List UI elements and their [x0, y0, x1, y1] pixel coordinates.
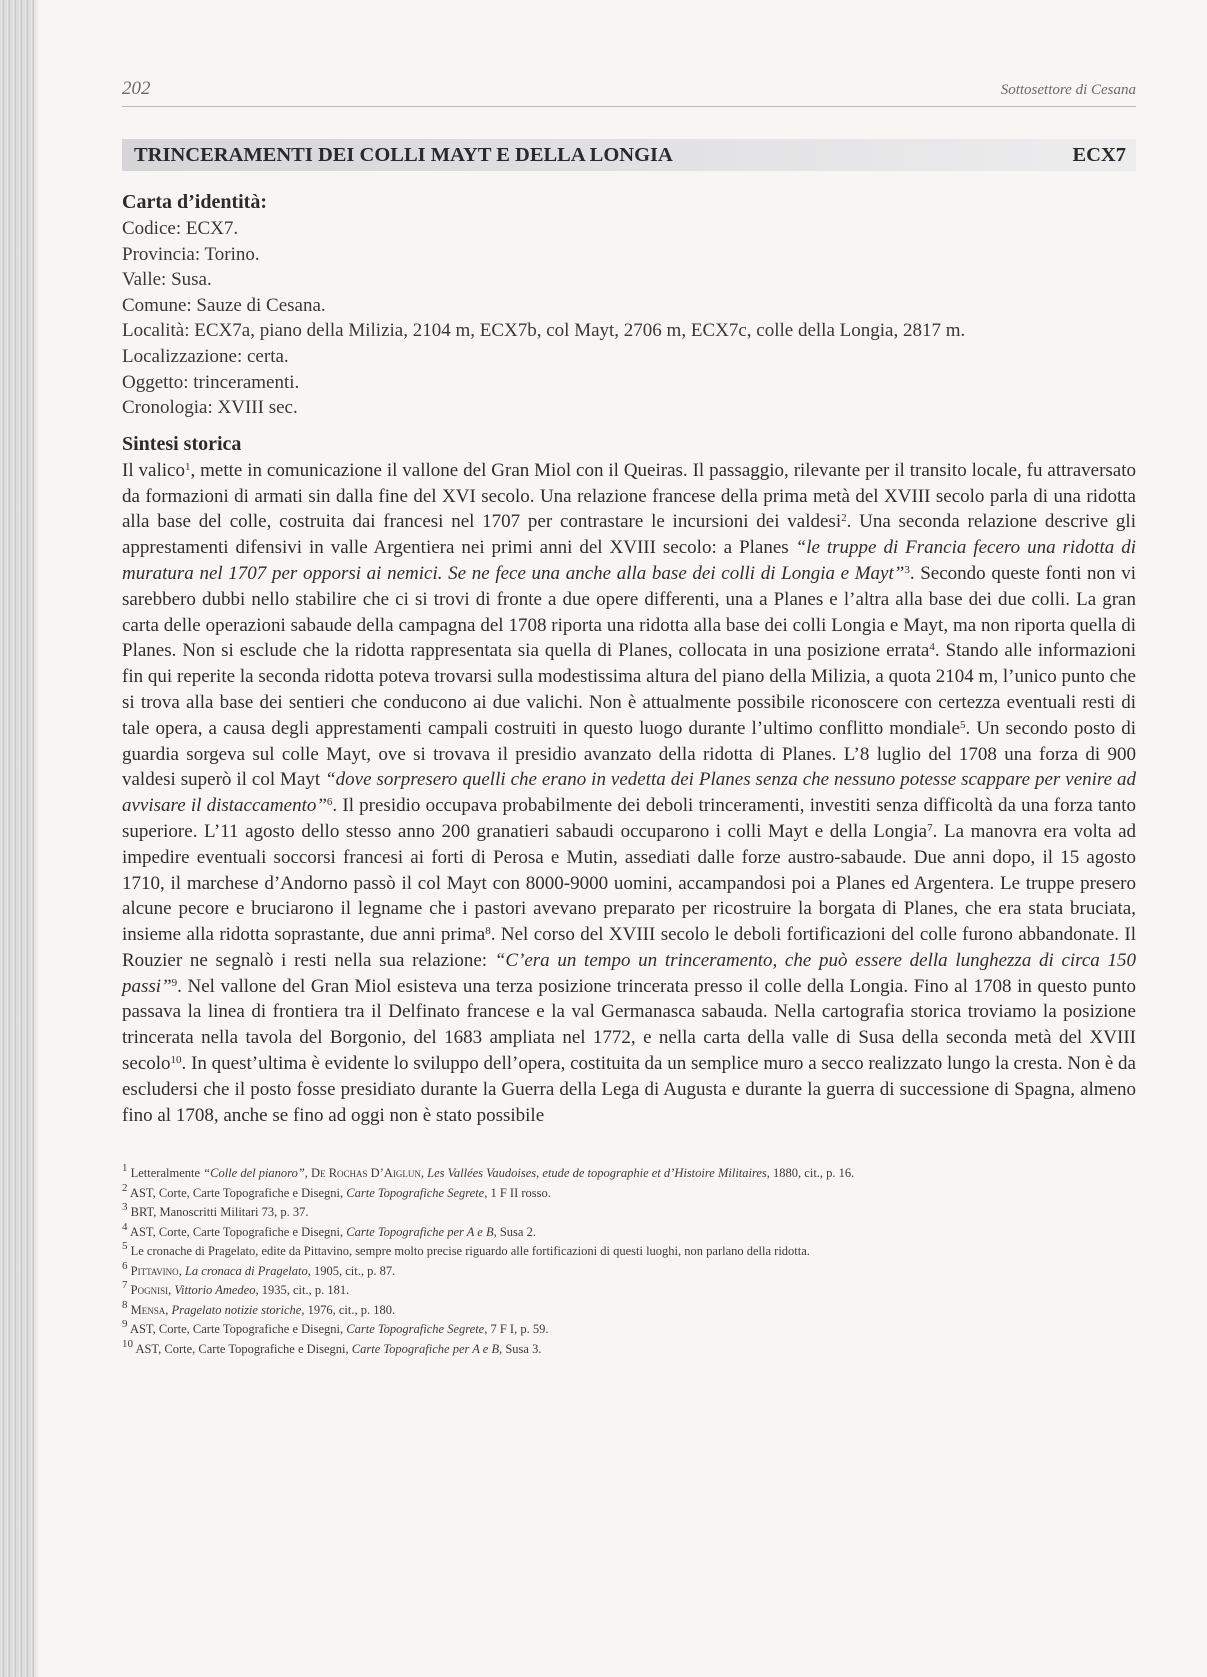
running-title: Sottosettore di Cesana [1000, 82, 1136, 98]
synthesis-heading: Sintesi storica [122, 432, 242, 455]
footnote-ref[interactable]: 2 [841, 512, 847, 525]
identity-line: Codice: ECX7. [122, 218, 239, 239]
running-head [122, 78, 1136, 107]
identity-heading: Carta d’identità: [122, 191, 267, 213]
identity-line: Località: ECX7a, piano della Milizia, 2104 m, ECX7b, col Mayt, 2706 m, ECX7c, colle della Longia, 2817 m. [122, 320, 966, 342]
identity-line: Cronologia: XVIII sec. [122, 397, 298, 419]
footnote-ref[interactable]: 3 [904, 563, 910, 576]
footnote-ref[interactable]: 7 [927, 821, 933, 834]
footnote-ref[interactable]: 1 [184, 460, 191, 473]
footnote-item: $^6$ Pittavino, La cronaca di Pragelato, 1905, cit., p. 87. [122, 1259, 396, 1278]
section-title-bar [122, 139, 1136, 171]
footnote-item: $^5$ Le cronache di Pragelato, edite da Pittavino, sempre molto precise riguardo alle fortificazioni di questi luoghi, non parlano della ridotta. [122, 1240, 810, 1259]
footnote-item: $^4$ AST, Corte, Carte Topografiche e Disegni, Carte Topografiche per A e B, Susa 2. [122, 1220, 536, 1239]
footnote-item: $^1$ Letteralmente “Colle del pianoro”, De Rochas D’Aiglun, Les Vallées Vaudoises, etude de topographie et d’Histoire Militaires, 1880, cit., p. 16. [122, 1162, 855, 1181]
footnote-item: $^8$ Mensa, Pragelato notizie storiche, 1976, cit., p. 180. [122, 1298, 396, 1317]
footnote-item: $^7$ Pognisi, Vittorio Amedeo, 1935, cit., p. 181. [122, 1279, 350, 1298]
identity-line: Provincia: Torino. [122, 243, 260, 265]
identity-line: Localizzazione: certa. [122, 345, 289, 367]
page-number: 202 [122, 78, 151, 99]
identity-list [122, 216, 1136, 421]
identity-line: Valle: Susa. [122, 269, 212, 291]
footnote-item: $^2$ AST, Corte, Carte Topografiche e Disegni, Carte Topografiche Segrete, 1 F II rosso. [122, 1181, 551, 1200]
quotation: “C’era un tempo un trinceramento, che può essere della lunghezza di circa 150 passi” [122, 949, 1136, 997]
page [122, 78, 1136, 1359]
footnote-ref[interactable]: 9 [171, 976, 178, 989]
footnote-item: $^3$ BRT, Manoscritti Militari 73, p. 37. [122, 1201, 309, 1220]
section-code: ECX7 [1072, 143, 1126, 166]
section-title: TRINCERAMENTI DEI COLLI MAYT E DELLA LONGIA [134, 143, 673, 166]
quotation: “le truppe di Francia fecero una ridotta di muratura nel 1707 per opporsi ai nemici. Se ne fece una anche alla base dei colli di Longia e Mayt” [122, 537, 1136, 584]
book-binding-edge [0, 0, 34, 1677]
identity-line: Oggetto: trinceramenti. [122, 371, 300, 393]
footnote-item: $^{10}$ AST, Corte, Carte Topografiche e Disegni, Carte Topografiche per A e B, Susa 3. [122, 1337, 542, 1356]
synthesis-paragraph: Il valico$^1$, mette in comunicazione il vallone del Gran Miol con il Queiras. Il passaggio, rilevante per il transito locale, fu attraversato da formazioni di armati sin dalla fine del XVI secolo. Una relazione francese della prima metà del XVIII secolo parla di una ridotta alla base del colle, costruita dai francesi nel 1707 per contrastare le incursioni dei valdesi$^2$. Una seconda relazione descrive gli apprestamenti difensivi in valle Argentiera nei primi anni del XVIII secolo: a Planes “le truppe di Francia fecero una ridotta di muratura nel 1707 per opporsi ai nemici. Se ne fece una anche alla base dei colli di Longia e Mayt”$^3$. Secondo queste fonti non vi sarebbero dubbi nello stabilire che ci si trovi di fronte a due opere differenti, una a Planes e l’altra alla base dei due colli. La gran carta delle operazioni sabaude della campagna del 1708 riporta una ridotta alla base dei colli Longia e Mayt, ma non riporta quella di Planes. Non si esclude che la ridotta rappresentata sia quella di Planes, collocata in una posizione errata$^4$. Stando alle informazioni fin qui reperite la seconda ridotta poteva trovarsi sulla modestissima altura del piano della Milizia, a quota 2104 m, l’unico punto che si trova alla base dei sentieri che conducono ai due valichi. Non è attualmente possibile riconoscere con certezza eventuali resti di tale opera, a causa degli apprestamenti campali costruiti in questo luogo durante l’ultimo conflitto mondiale$^5$. Un secondo posto di guardia sorgeva sul colle Mayt, ove si trovava il presidio avanzato della ridotta di Planes. L’8 luglio del 1708 una forza di 900 valdesi superò il col Mayt “dove sorpresero quelli che erano in vedetta dei Planes senza che nessuno potesse scappare per venire ad avvisare il distaccamento”$^6$. Il presidio occupava probabilmente dei deboli trinceramenti, investiti senza difficoltà da una forza tanto superiore. L’11 agosto dello stesso anno 200 granatieri sabaudi occuparono i colli Mayt e della Longia$^7$. La manovra era volta ad impedire eventuali soccorsi francesi ai forti di Perosa e Mutin, assediati dalle forze austro-sabaude. Due anni dopo, il 15 agosto 1710, il marchese d’Andorno passò il col Mayt con 8000-9000 uomini, accampandosi poi a Planes ed Argentera. Le truppe presero alcune pecore e bruciarono il legname che i pastori avevano preparato per ricostruire la borgata di Planes, che era stata bruciata, insieme alla ridotta soprastante, due anni prima$^8$. Nel corso del XVIII secolo le deboli fortificazioni del colle furono abbandonate. Il Rouzier ne segnalò i resti nella sua relazione: “C’era un tempo un trinceramento, che può essere della lunghezza di circa 150 passi”$^9$. Nel vallone del Gran Miol esisteva una terza posizione trincerata presso il colle della Longia. Fino al 1708 in questo punto passava la linea di frontiera tra il Delfinato francese e la val Germanasca sabauda. Nella cartografia storica troviamo la posizione trincerata nella tavola del Borgonio, del 1683 ampliata nel 1772, e nella carta della valle di Susa della seconda metà del XVIII secolo$^{10}$. In quest’ultima è evidente lo sviluppo dell’opera, costituita da un semplice muro a secco realizzato lungo la cresta. Non è da escludersi che il posto fosse presidiato durante la Guerra della Lega di Augusta e durante la guerra di successione di Spagna, almeno fino al 1708, anche se fino ad oggi non è stato possibile [122, 459, 1137, 1126]
footnote-ref[interactable]: 10 [170, 1054, 182, 1067]
footnote-item: $^9$ AST, Corte, Carte Topografiche e Disegni, Carte Topografiche Segrete, 7 F I, p. 59. [122, 1318, 549, 1337]
footnote-ref[interactable]: 4 [929, 641, 935, 654]
footnotes [122, 1164, 1136, 1359]
footnote-ref[interactable]: 6 [326, 796, 333, 809]
identity-line: Comune: Sauze di Cesana. [122, 294, 326, 316]
footnote-ref[interactable]: 8 [485, 925, 491, 938]
quotation: “dove sorpresero quelli che erano in vedetta dei Planes senza che nessuno potesse scappare per venire ad avvisare il distaccamento” [122, 769, 1136, 817]
footnote-ref[interactable]: 5 [960, 718, 966, 731]
